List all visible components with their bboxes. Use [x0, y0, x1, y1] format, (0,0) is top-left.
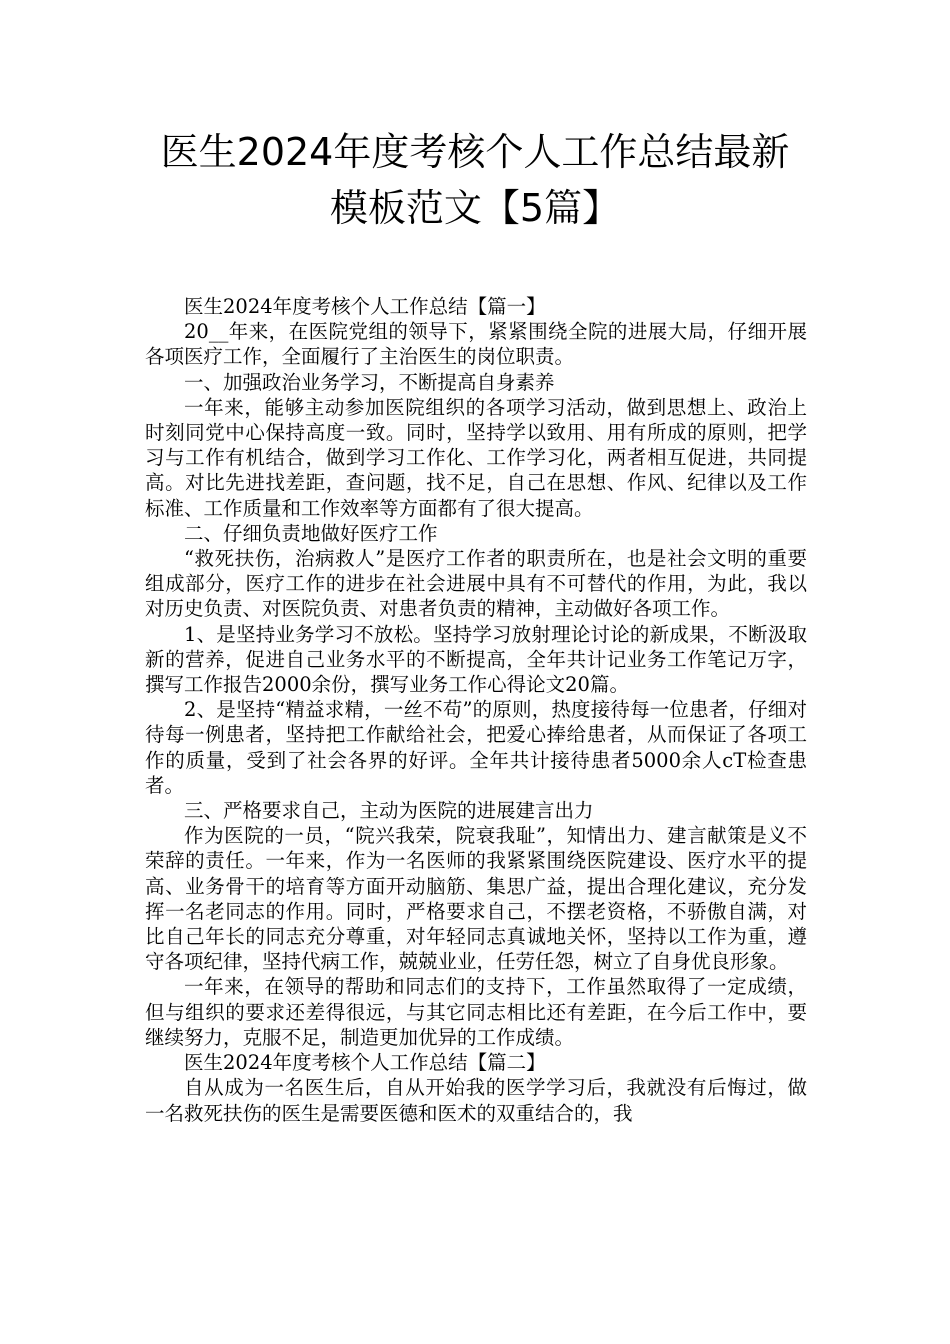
section-heading: 医生2024年度考核个人工作总结【篇二】 [184, 1051, 546, 1075]
paragraph: 1、是坚持业务学习不放松。坚持学习放射理论讨论的新成果，不断汲取新的营养，促进自己业务水平的不断提高，全年共计记业务工作笔记万字，撰写工作报告2000余份，撰写业务工作心得论文20篇。 [145, 622, 807, 697]
section-heading: 医生2024年度考核个人工作总结【篇一】 [184, 295, 546, 318]
paragraph: 一年来，在领导的帮助和同志们的支持下，工作虽然取得了一定成绩，但与组织的要求还差得很远，与其它同志相比还有差距，在今后工作中，要继续努力，克服不足，制造更加优异的工作成绩。 [145, 975, 807, 1049]
paragraph: 自从成为一名医生后，自从开始我的医学学习后，我就没有后悔过，做一名救死扶伤的医生是需要医德和医术的双重结合的，我 [145, 1076, 807, 1125]
title-line-2: 模板范文【5篇】 [329, 186, 621, 230]
subheading: 三、严格要求自己，主动为医院的进展建言出力 [184, 799, 594, 823]
document-body [145, 294, 807, 1126]
paragraph: 2、是坚持“精益求精，一丝不苟”的原则，热度接待每一位患者，仔细对待每一例患者，坚持把工作献给社会，把爱心捧给患者，从而保证了各项工作的质量，受到了社会各界的好评。全年共计接待患者5000余人cT检查患者。 [145, 698, 807, 797]
paragraph: 20__年来，在医院党组的领导下，紧紧围绕全院的进展大局，仔细开展各项医疗工作，全面履行了主治医生的岗位职责。 [145, 320, 807, 369]
subheading: 一、加强政治业务学习，不断提高自身素养 [184, 370, 555, 394]
paragraph: 一年来，能够主动参加医院组织的各项学习活动，做到思想上、政治上时刻同党中心保持高度一致。同时，坚持学以致用、用有所成的原则，把学习与工作有机结合，做到学习工作化、工作学习化，两者相互促进，共同提高。对比先进找差距，查问题，找不足，自己在思想、作风、纪律以及工作标准、工作质量和工作效率等方面都有了很大提高。 [145, 395, 807, 520]
document-title [100, 124, 850, 236]
subheading: 二、仔细负责地做好医疗工作 [184, 521, 438, 545]
title-line-1: 医生2024年度考核个人工作总结最新 [160, 130, 790, 174]
paragraph: 作为医院的一员，“院兴我荣，院衰我耻”，知情出力、建言献策是义不荣辞的责任。一年来，作为一名医师的我紧紧围绕医院建设、医疗水平的提高、业务骨干的培育等方面开动脑筋、集思广益，提出合理化建议，充分发挥一名老同志的作用。同时，严格要求自己，不摆老资格，不骄傲自满，对比自己年长的同志充分尊重，对年轻同志真诚地关怀，坚持以工作为重，遵守各项纪律，坚持代病工作，兢兢业业，任劳任怨，树立了自身优良形象。 [145, 824, 807, 974]
paragraph: “救死扶伤，治病救人”是医疗工作者的职责所在，也是社会文明的重要组成部分，医疗工作的进步在社会进展中具有不可替代的作用，为此，我以对历史负责、对医院负责、对患者负责的精神，主动做好各项工作。 [145, 547, 807, 621]
